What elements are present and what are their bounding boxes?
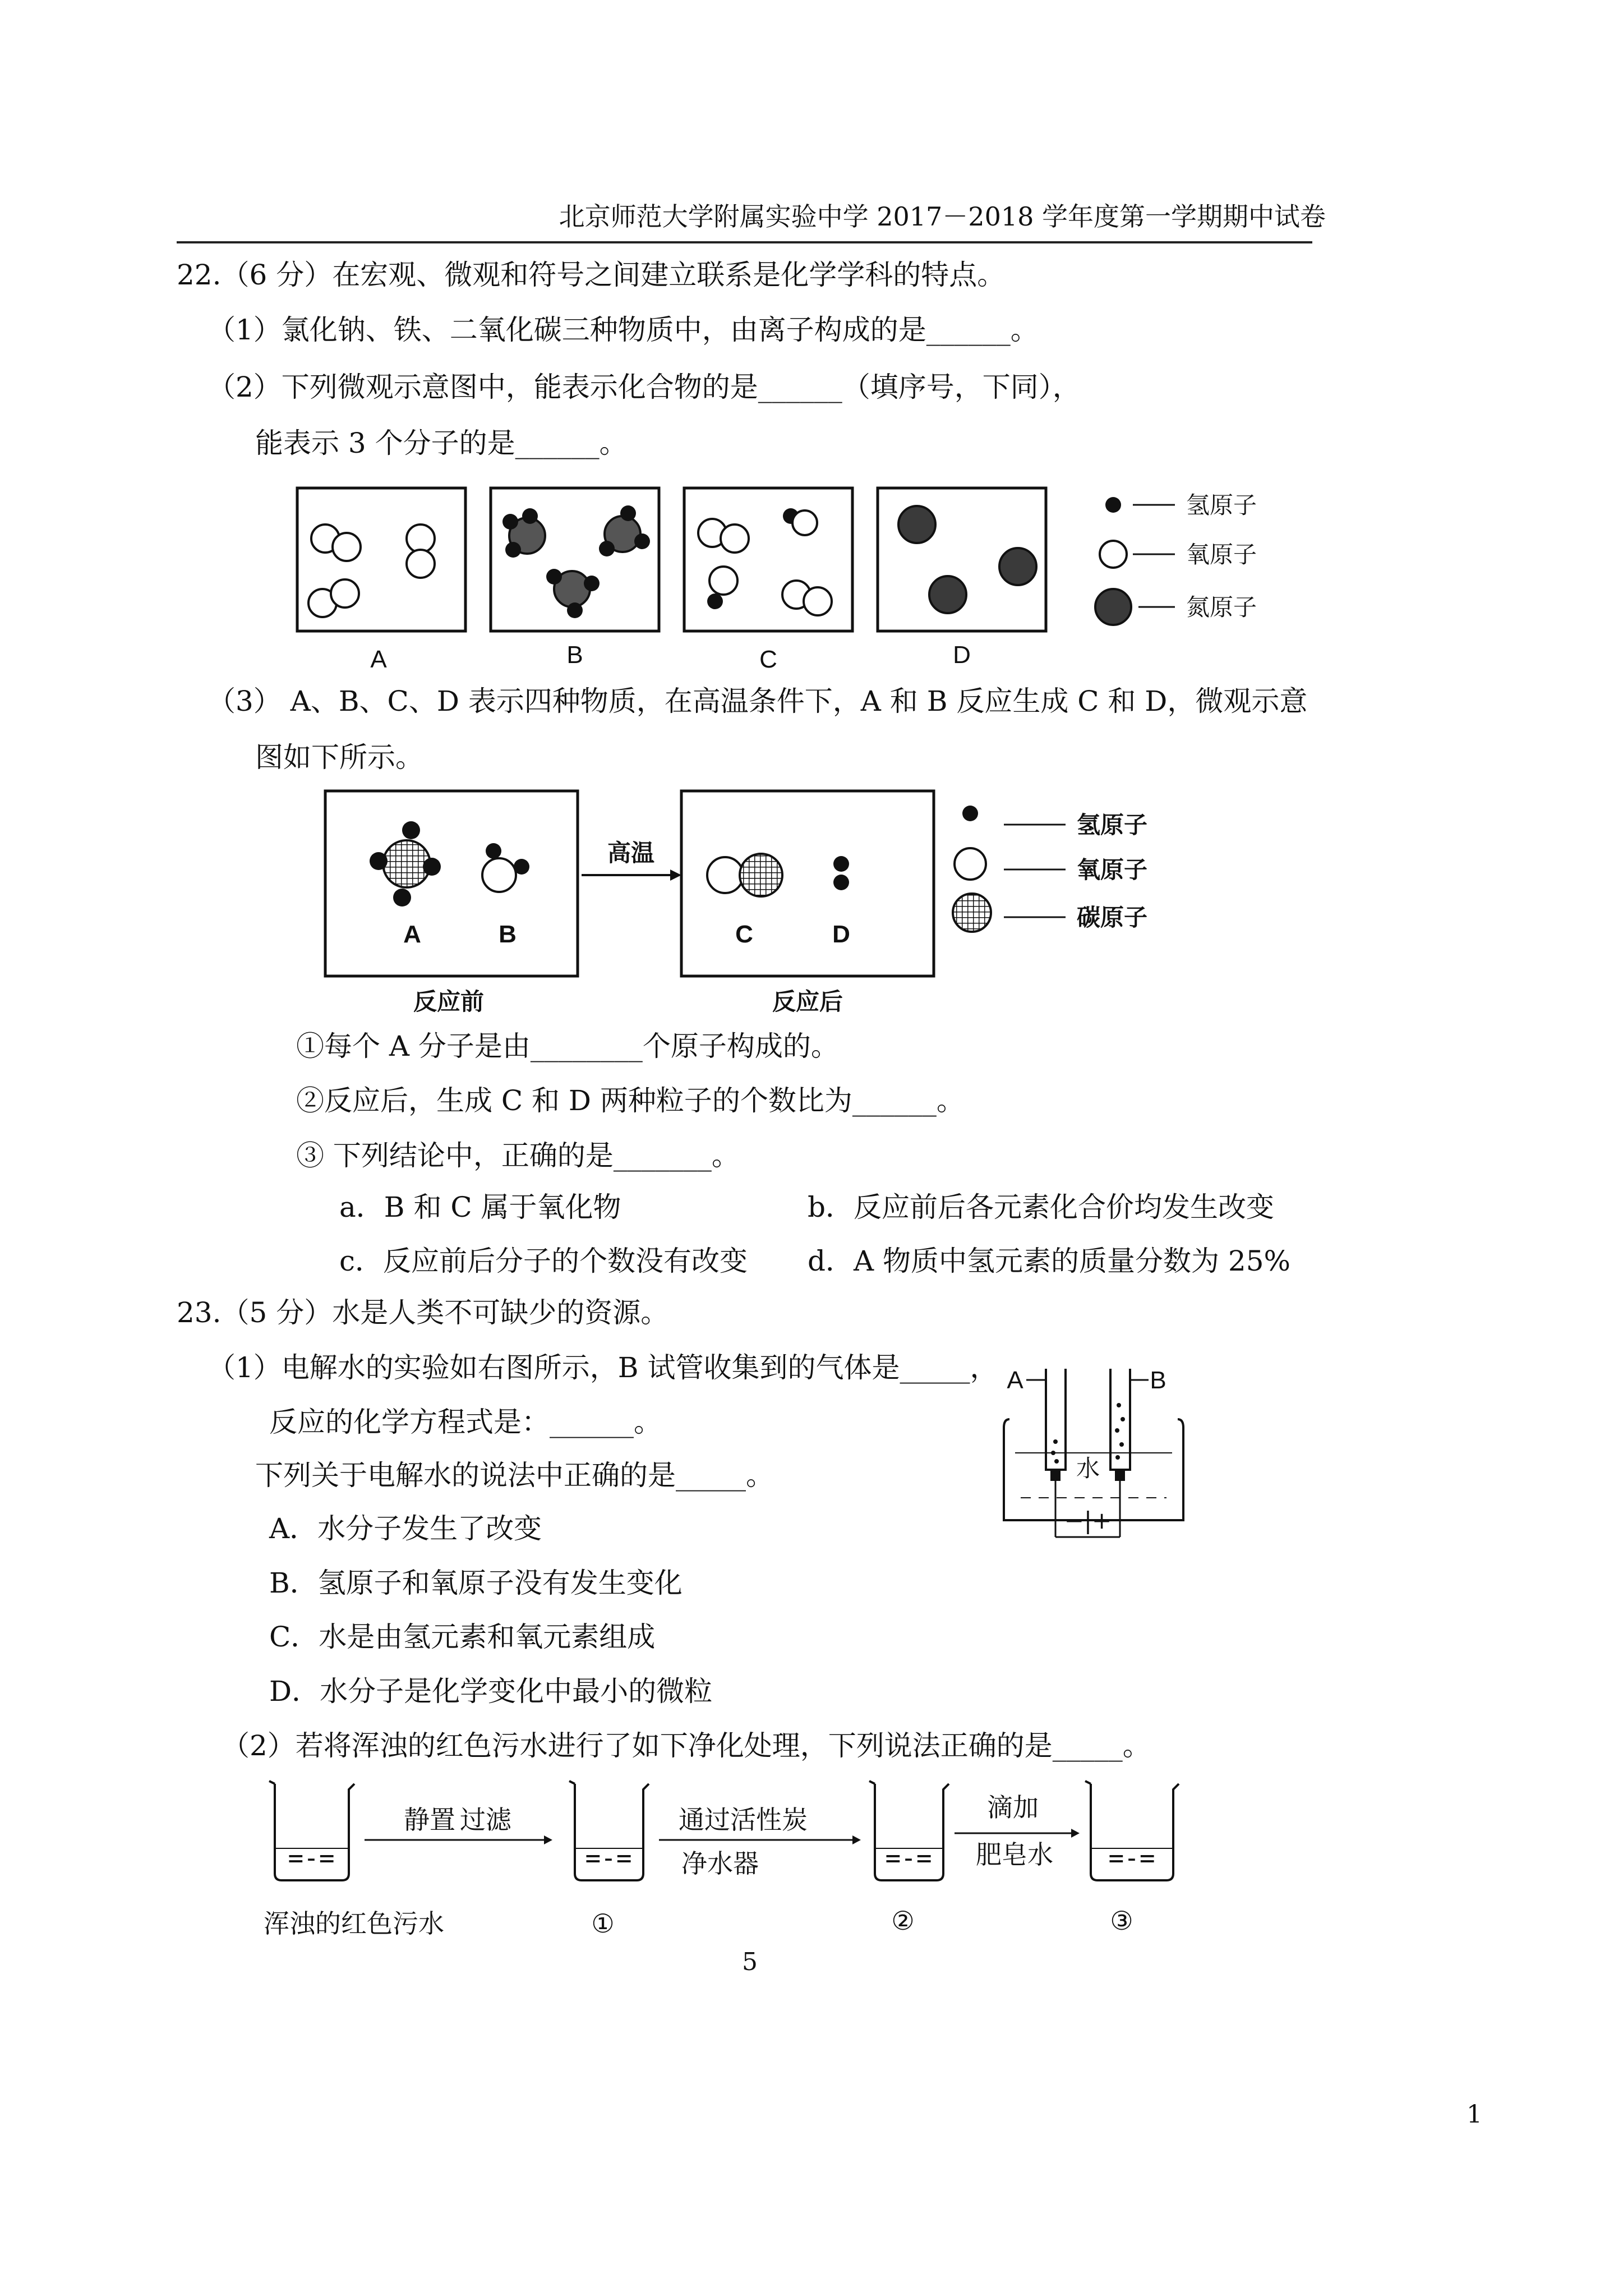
micro-diagram-abcd	[292, 482, 1301, 684]
box-label-b: B	[566, 641, 583, 669]
box-a	[297, 488, 465, 631]
purification-flow	[264, 1773, 1217, 1941]
before-caption: 反应前	[413, 988, 485, 1015]
q23-option-a: A．水分子发生了改变	[269, 1512, 542, 1545]
legend2-carbon: 碳原子	[1077, 904, 1148, 931]
svg-text:=-=: =-=	[585, 1843, 632, 1873]
legend1-oxygen: 氧原子	[1186, 541, 1257, 568]
sheet-number: 1	[1467, 2100, 1482, 2129]
step3-label-soap: 肥皂水	[976, 1839, 1053, 1870]
after-label-c: C	[735, 921, 753, 948]
arrow-label-high-temp: 高温	[607, 839, 655, 867]
step2-label-purifier: 净水器	[681, 1848, 759, 1879]
step3-label-add: 滴加	[987, 1792, 1039, 1823]
electrolysis-apparatus	[998, 1358, 1211, 1543]
q22-part2-line2: 能表示 3 个分子的是______。	[255, 427, 628, 459]
caption-3: ③	[1110, 1906, 1133, 1936]
battery-label: −|+	[1064, 1507, 1112, 1534]
beaker-muddy	[269, 1781, 354, 1880]
after-box	[681, 791, 934, 976]
q23-part2: （2）若将浑浊的红色污水进行了如下净化处理，下列说法正确的是_____。	[222, 1729, 1151, 1762]
step2-label-carbon: 通过活性炭	[679, 1805, 808, 1835]
q23-option-c: C．水是由氢元素和氧元素组成	[269, 1621, 656, 1653]
box-d	[878, 488, 1046, 631]
box-label-d: D	[953, 641, 971, 669]
step1-label-filter: 过滤	[460, 1805, 511, 1835]
legend2-oxygen: 氧原子	[1077, 856, 1148, 884]
step1-label-settle: 静置	[404, 1805, 455, 1835]
q22-part3-line2: 图如下所示。	[255, 741, 423, 774]
q22-sub3: ③ 下列结论中，正确的是_______。	[296, 1139, 740, 1172]
reaction-arrow	[582, 839, 681, 881]
caption-muddy-water: 浑浊的红色污水	[264, 1908, 444, 1939]
page-number: 5	[742, 1948, 758, 1976]
svg-text:=-=: =-=	[885, 1843, 932, 1873]
beaker-1	[569, 1781, 649, 1880]
tube-a-label: A	[1007, 1366, 1023, 1394]
before-box	[325, 791, 578, 976]
header-rule	[177, 241, 1312, 243]
q23-option-d: D．水分子是化学变化中最小的微粒	[269, 1675, 713, 1708]
after-label-d: D	[832, 921, 850, 948]
q22-option-c: c．反应前后分子的个数没有改变	[339, 1245, 748, 1277]
q22-part2-line1: （2）下列微观示意图中，能表示化合物的是______（填序号，下同），	[208, 371, 1081, 403]
q22-sub2: ②反应后，生成 C 和 D 两种粒子的个数比为______。	[296, 1084, 965, 1117]
reaction-diagram	[322, 788, 1276, 1024]
caption-2: ②	[891, 1906, 915, 1936]
svg-text:=-=: =-=	[1108, 1843, 1155, 1873]
water-label: 水	[1076, 1455, 1100, 1482]
beaker-3	[1085, 1781, 1179, 1880]
q22-part3-line1: （3） A、B、C、D 表示四种物质，在高温条件下，A 和 B 反应生成 C 和 D，微观示意	[208, 685, 1308, 717]
q23-option-b: B．氢原子和氧原子没有发生变化	[269, 1567, 683, 1599]
q22-part1: （1）氯化钠、铁、二氧化碳三种物质中，由离子构成的是______。	[208, 314, 1039, 346]
q22-sub1: ①每个 A 分子是由________个原子构成的。	[296, 1030, 839, 1062]
box-label-a: A	[370, 646, 387, 673]
box-b	[491, 488, 659, 631]
box-label-c: C	[759, 646, 777, 673]
tube-b-label: B	[1150, 1366, 1166, 1394]
legend-fig1	[1095, 491, 1257, 625]
q23-part1-line3: 下列关于电解水的说法中正确的是_____。	[255, 1459, 774, 1492]
before-label-a: A	[403, 921, 421, 948]
q22-option-d: d．A 物质中氢元素的质量分数为 25%	[808, 1245, 1291, 1277]
legend-fig2	[953, 806, 1147, 932]
q22-option-b: b．反应前后各元素化合价均发生改变	[808, 1191, 1275, 1223]
exam-header-title: 北京师范大学附属实验中学 2017－2018 学年度第一学期期中试卷	[559, 201, 1326, 232]
q22-title: 22.（6 分）在宏观、微观和符号之间建立联系是化学学科的特点。	[177, 259, 1006, 291]
legend1-nitrogen: 氮原子	[1186, 593, 1257, 621]
q23-title: 23.（5 分）水是人类不可缺少的资源。	[177, 1296, 669, 1329]
caption-1: ①	[591, 1908, 615, 1939]
q22-option-a: a．B 和 C 属于氧化物	[339, 1191, 621, 1223]
after-caption: 反应后	[772, 988, 843, 1015]
box-c	[684, 488, 852, 631]
q23-part1-line1: （1）电解水的实验如右图所示，B 试管收集到的气体是_____，	[208, 1351, 998, 1384]
legend2-hydrogen: 氢原子	[1077, 811, 1148, 839]
legend1-hydrogen: 氢原子	[1186, 491, 1257, 519]
before-label-b: B	[499, 921, 517, 948]
beaker-2	[869, 1781, 949, 1880]
svg-text:=-=: =-=	[288, 1843, 335, 1873]
q23-part1-line2: 反应的化学方程式是：______。	[269, 1406, 662, 1438]
